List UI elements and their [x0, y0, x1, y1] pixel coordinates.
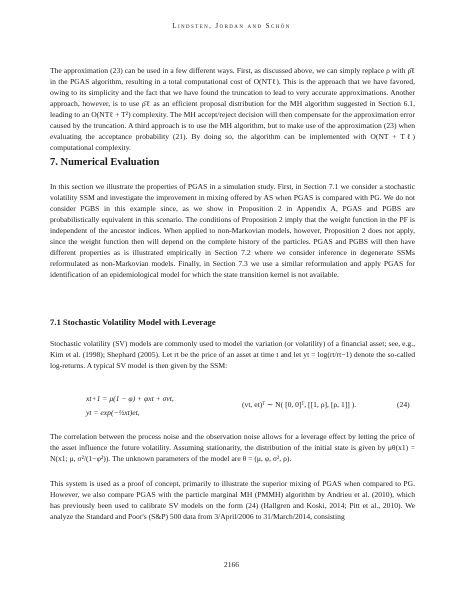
- paragraph-correlation: The correlation between the process noise and the observation noise allows for a leverage effect by letting the price of the asset influence the future volatility. Assuming stationarity, the distribution of the initial state is given by μθ(x1) = N(x1; μ, σ²/(1−φ²)). The unknown parameters of the model are θ = (μ, φ, σ², ρ).: [50, 432, 415, 463]
- equation-number: (24): [397, 400, 410, 409]
- paragraph-approximation: The approximation (23) can be used in a few different ways. First, as discussed above, we can simply replace ρ with ρ̂ℓ in the PGAS algorithm, resulting in a total computational cost of O(NTℓ). This is the approach that we have favored, owing to its simplicity and the fact that we have found the truncation to lead to very accurate approximations. Another approach, however, is to use ρ̂ℓ as an efficient proposal distribution for the MH algorithm suggested in Section 6.1, leading to an O(NTℓ + T²) complexity. The MH accept/reject decision will then compensate for the approximation error caused by the truncation. A third approach is to use the MH algorithm, but to make use of the approximation (23) when evaluating the acceptance probability (21). By doing so, the algorithm can be implemented with O(NT + Tℓ) computational complexity.: [50, 66, 415, 152]
- section-heading-7-1: 7.1 Stochastic Volatility Model with Leverage: [50, 317, 216, 327]
- page-number: 2166: [223, 560, 240, 569]
- paragraph-sv-intro: Stochastic volatility (SV) models are commonly used to model the variation (or volatility) of a financial asset; see, e.g., Kim et al. (1998); Shephard (2005). Let rt be the price of an asset at time t and let yt = log(rt/rt−1) denote the so-called log-returns. A typical SV model is then given by the SSM:: [50, 339, 415, 370]
- equation-noise-distribution: (vt, et)ᵀ ∼ N( [0, 0]ᵀ, [[1, ρ], [ρ, 1]] ).: [242, 400, 357, 409]
- paragraph-proof-of-concept: This system is used as a proof of concept, primarily to illustrate the superior mixing of PGAS when compared to PG. However, we also compare PGAS with the particle marginal MH (PMMH) algorithm by Andrieu et al. (2010), which has previously been used to calibrate SV models on the form (24) (Hallgren and Koski, 2014; Pitt et al., 2010). We analyze the Standard and Poor's (S&P) 500 data from 3/April/2006 to 31/March/2014, consisting: [50, 479, 415, 521]
- paragraph-section-intro: In this section we illustrate the properties of PGAS in a simulation study. First, in Section 7.1 we consider a stochastic volatility SSM and investigate the improvement in mixing offered by AS when PGAS is compared with PG. We do not consider PGBS in this example since, as we show in Proposition 2 in Appendix A, PGAS and PGBS are probabilistically equivalent in this scenario. The conditions of Proposition 2 imply that the weight function in the PF is independent of the ancestor indices. When applied to non-Markovian models, however, Proposition 2 does not apply, since the weight function then will depend on the complete history of the particles. PGAS and PGBS will then have different properties as is illustrated empirically in Section 7.2 where we consider inference in degenerate SSMs reformulated as non-Markovian models. Finally, in Section 7.3 we use a similar reformulation and apply PGAS for identification of an epidemiological model for which the state transition kernel is not available.: [50, 182, 415, 279]
- equation-state-line: xt+1 = μ(1 − φ) + φxt + σvt,: [86, 394, 174, 403]
- equation-observation-line: yt = exp(−½xt)et,: [86, 408, 140, 417]
- running-head: Lindsten, Jordan and Schön: [172, 22, 291, 30]
- section-heading-7: 7. Numerical Evaluation: [50, 157, 160, 168]
